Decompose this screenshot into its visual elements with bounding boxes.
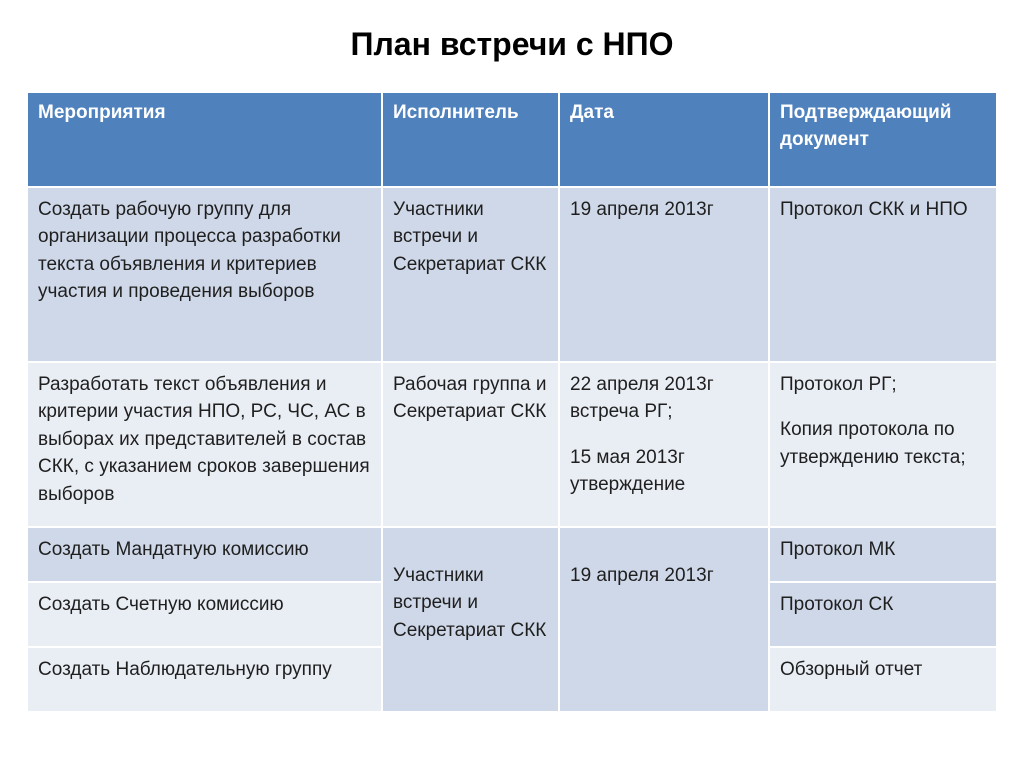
row2-date [560, 363, 768, 526]
header-document: Подтверждающий документ [770, 93, 996, 186]
header-events: Мероприятия [28, 93, 381, 186]
group-document-mandate: Протокол МК [770, 528, 996, 581]
row2-date-meeting: 22 апреля 2013г встреча РГ; [570, 374, 714, 423]
row1-executor: Участники встречи и Секретариат СКК [383, 188, 558, 361]
plan-table [28, 93, 996, 711]
group-executor: Участники встречи и Секретариат СКК [383, 528, 558, 711]
group-document-observer: Обзорный отчет [770, 648, 996, 711]
row1-event: Создать рабочую группу для организации процесса разработки текста объявления и критериев участия и проведения выборов [28, 188, 381, 361]
group-event-counting: Создать Счетную комиссию [28, 583, 381, 646]
group-date: 19 апреля 2013г [560, 528, 768, 711]
group-event-observer: Создать Наблюдательную группу [28, 648, 381, 711]
row1-document: Протокол СКК и НПО [770, 188, 996, 361]
group-event-mandate: Создать Мандатную комиссию [28, 528, 381, 581]
row2-document [770, 363, 996, 526]
row2-executor: Рабочая группа и Секретариат СКК [383, 363, 558, 526]
page-title: План встречи с НПО [350, 26, 674, 62]
row2-date-approval: 15 мая 2013г утверждение [570, 446, 686, 496]
row2-document-protocol: Протокол РГ; [780, 374, 897, 395]
header-date: Дата [560, 93, 768, 186]
header-executor: Исполнитель [383, 93, 558, 186]
row2-event: Разработать текст объявления и критерии участия НПО, РС, ЧС, АС в выборах их представителей в состав СКК, с указанием сроков завершения выборов [28, 363, 381, 526]
group-document-counting: Протокол СК [770, 583, 996, 646]
row2-document-copy: Копия протокола по утверждению текста; [780, 419, 966, 468]
row1-date: 19 апреля 2013г [560, 188, 768, 361]
